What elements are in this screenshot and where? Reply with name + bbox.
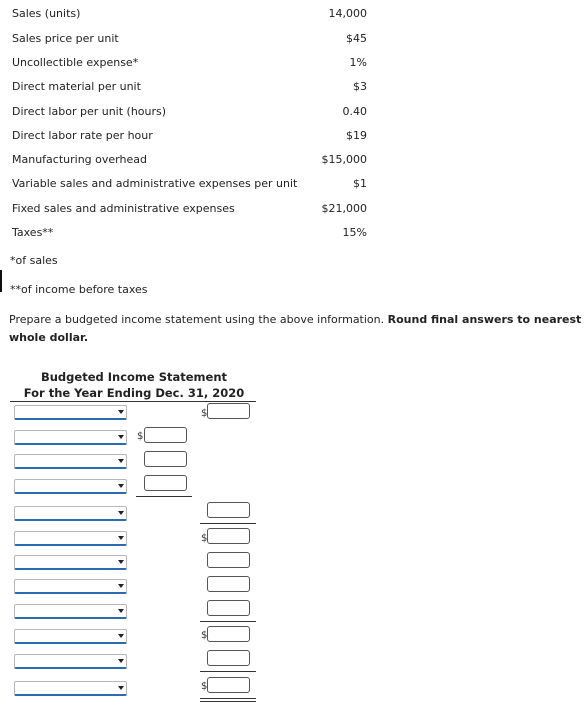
amount-input-8[interactable]: [207, 576, 250, 592]
chevron-down-icon: [118, 659, 124, 663]
info-value: $1: [353, 177, 367, 190]
account-select-4[interactable]: [14, 479, 127, 494]
chevron-down-icon: [118, 459, 124, 463]
chevron-down-icon: [118, 686, 124, 690]
info-row-direct-material: [0, 77, 370, 101]
info-row-fixed-sga: [0, 199, 370, 223]
chevron-down-icon: [118, 435, 124, 439]
account-select-12[interactable]: [14, 681, 127, 696]
statement-subtitle: For the Year Ending Dec. 31, 2020: [23, 386, 245, 400]
instructions: [9, 311, 584, 347]
amount-input-9[interactable]: [207, 600, 250, 616]
info-row-direct-labor-rate: [0, 126, 370, 150]
dollar-sign: $: [201, 681, 208, 692]
info-row-uncollectible: [0, 53, 370, 77]
final-total-rule: [200, 698, 256, 699]
footnote-of-sales: *of sales: [10, 254, 58, 267]
info-value: 1%: [349, 56, 367, 69]
footnote-of-income: **of income before taxes: [10, 283, 148, 296]
info-value: $21,000: [321, 202, 367, 215]
dollar-sign: $: [137, 431, 144, 442]
info-value: $45: [346, 32, 367, 45]
info-label: Variable sales and administrative expenses per unit: [12, 177, 298, 190]
final-total-double-rule: [200, 701, 256, 702]
info-value: 0.40: [342, 105, 367, 118]
info-value: $19: [346, 129, 367, 142]
info-row-direct-labor-hours: [0, 102, 370, 126]
account-select-5[interactable]: [14, 506, 127, 521]
info-label: Direct labor per unit (hours): [12, 105, 167, 118]
info-row-taxes: [0, 223, 370, 247]
side-marker: [0, 270, 2, 292]
info-row-sales-price: [0, 29, 370, 53]
info-label: Direct material per unit: [12, 80, 141, 93]
dollar-sign: $: [201, 408, 208, 419]
account-select-2[interactable]: [14, 430, 127, 445]
account-select-11[interactable]: [14, 654, 127, 669]
total-rule: [200, 621, 256, 622]
chevron-down-icon: [118, 584, 124, 588]
amount-input-11[interactable]: [207, 650, 250, 666]
instruction-text: Prepare a budgeted income statement using the above information.: [9, 313, 385, 326]
account-select-9[interactable]: [14, 604, 127, 619]
info-value: $15,000: [321, 153, 367, 166]
info-row-variable-sga: [0, 174, 370, 198]
total-rule: [200, 671, 256, 672]
info-label: Uncollectible expense*: [12, 56, 139, 69]
info-value: 15%: [342, 226, 367, 239]
amount-input-1[interactable]: [207, 403, 250, 419]
statement-title: Budgeted Income Statement: [40, 370, 228, 384]
amount-input-5[interactable]: [207, 502, 250, 518]
total-rule: [200, 523, 256, 524]
chevron-down-icon: [118, 410, 124, 414]
amount-input-7[interactable]: [207, 552, 250, 568]
header-rule: [10, 401, 256, 402]
info-value: 14,000: [328, 7, 367, 20]
chevron-down-icon: [118, 536, 124, 540]
info-label: Direct labor rate per hour: [12, 129, 153, 142]
dollar-sign: $: [201, 630, 208, 641]
info-label: Sales price per unit: [12, 32, 119, 45]
info-label: Fixed sales and administrative expenses: [12, 202, 235, 215]
account-select-8[interactable]: [14, 579, 127, 594]
account-select-1[interactable]: [14, 405, 127, 420]
amount-input-10[interactable]: [207, 626, 250, 642]
amount-input-12[interactable]: [207, 677, 250, 693]
chevron-down-icon: [118, 484, 124, 488]
amount-input-6[interactable]: [207, 528, 250, 544]
amount-input-2[interactable]: [144, 427, 187, 443]
chevron-down-icon: [118, 511, 124, 515]
info-label: Sales (units): [12, 7, 81, 20]
chevron-down-icon: [118, 609, 124, 613]
instruction-bold: Round final answers to nearest whole dollar.: [9, 313, 582, 344]
info-label: Taxes**: [12, 226, 54, 239]
info-row-sales-units: [0, 4, 370, 28]
info-row-overhead: [0, 150, 370, 174]
account-select-3[interactable]: [14, 454, 127, 469]
info-value: $3: [353, 80, 367, 93]
subtotal-rule: [136, 496, 192, 497]
chevron-down-icon: [118, 634, 124, 638]
amount-input-4[interactable]: [144, 475, 187, 491]
account-select-7[interactable]: [14, 555, 127, 570]
account-select-6[interactable]: [14, 531, 127, 546]
account-select-10[interactable]: [14, 629, 127, 644]
chevron-down-icon: [118, 560, 124, 564]
dollar-sign: $: [201, 533, 208, 544]
info-label: Manufacturing overhead: [12, 153, 147, 166]
amount-input-3[interactable]: [144, 451, 187, 467]
